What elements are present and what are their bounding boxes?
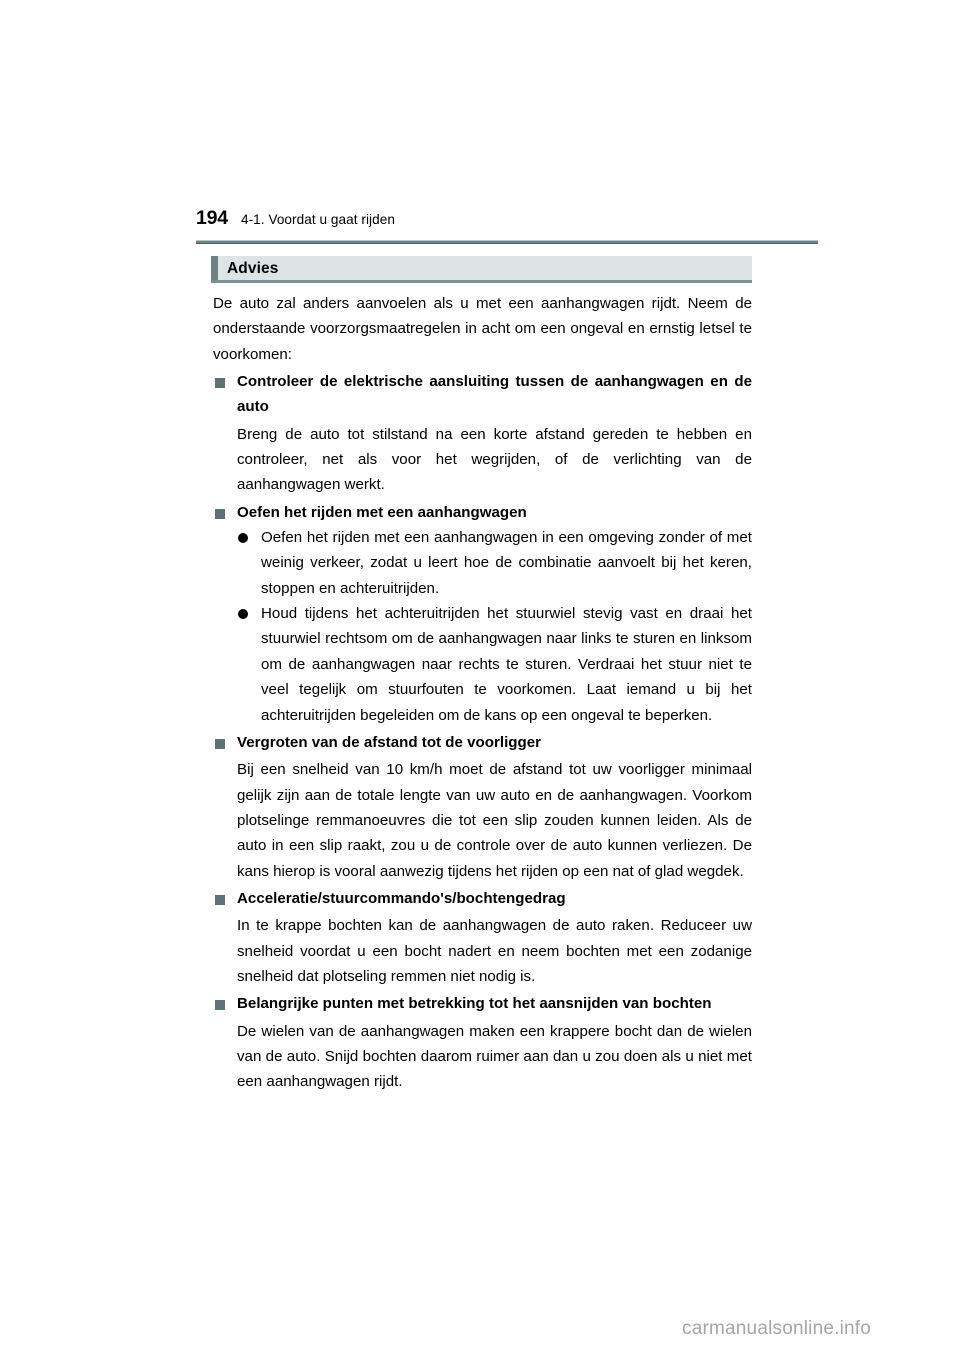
- advies-item-heading: [213, 369, 752, 420]
- advies-callout-header: [211, 256, 752, 283]
- advies-item-body: [213, 1019, 752, 1095]
- advies-sub-bullet: [213, 525, 752, 601]
- advies-title: Advies: [227, 260, 279, 277]
- site-watermark: carmanualsonline.info: [682, 1318, 872, 1339]
- advies-item-heading: [213, 991, 752, 1016]
- square-bullet-icon: [215, 895, 225, 905]
- advies-accent-bar: [211, 256, 218, 280]
- advies-item-heading-text: Controleer de elektrische aansluiting tussen de aanhangwagen en de auto: [237, 373, 752, 416]
- advies-content: [213, 291, 752, 1095]
- chapter-breadcrumb: 4-1. Voordat u gaat rijden: [241, 212, 395, 227]
- page-number: 194: [196, 207, 228, 229]
- advies-item-body-text: Breng de auto tot stilstand na een korte afstand gereden te hebben en controleer, net als voor het wegrijden, of de verlichting van de aanhangwagen werkt.: [237, 425, 752, 494]
- advies-sub-bullet: [213, 601, 752, 728]
- advies-intro-paragraph: De auto zal anders aanvoelen als u met een aanhangwagen rijdt. Neem de onderstaande voorzorgsmaatregelen in acht om een ongeval en ernstig letsel te voorkomen:: [213, 295, 752, 363]
- advies-sub-bullet-text: Oefen het rijden met een aanhangwagen in een omgeving zonder of met weinig verkeer, zodat u leert hoe de combinatie aanvoelt bij het keren, stoppen en achteruitrijden.: [261, 529, 752, 597]
- square-bullet-icon: [215, 509, 225, 519]
- advies-item-heading-text: Oefen het rijden met een aanhangwagen: [237, 503, 527, 521]
- advies-item-body-text: In te krappe bochten kan de aanhangwagen de auto raken. Reduceer uw snelheid voordat u een bocht nadert en neem bochten met een zodanige snelheid dat plotseling remmen niet nodig is.: [237, 917, 752, 985]
- advies-item-body-text: Bij een snelheid van 10 km/h moet de afstand tot uw voorligger minimaal gelijk zijn aan de totale lengte van uw auto en de aanhangwagen. Voorkom plotselinge remmanoeuvres die tot een slip zouden kunnen leiden. Als de auto in een slip raakt, zou u de controle over de auto kunnen verliezen. De kans hierop is vooral aanwezig tijdens het rijden op een nat of glad wegdek.: [237, 761, 752, 880]
- advies-item-heading-text: Vergroten van de afstand tot de voorligger: [237, 733, 542, 751]
- advies-item-heading-text: Acceleratie/stuurcommando's/bochtengedrag: [237, 889, 566, 907]
- advies-item-heading: [213, 886, 752, 911]
- square-bullet-icon: [215, 1000, 225, 1010]
- square-bullet-icon: [215, 739, 225, 749]
- round-bullet-icon: [238, 533, 248, 543]
- advies-item-heading: [213, 730, 752, 755]
- advies-item-heading: [213, 500, 752, 525]
- round-bullet-icon: [238, 609, 248, 619]
- advies-item-body: [213, 422, 752, 498]
- header-divider-rule: [196, 240, 818, 244]
- advies-item-heading-text: Belangrijke punten met betrekking tot het aansnijden van bochten: [237, 995, 712, 1013]
- advies-item-body-text: De wielen van de aanhangwagen maken een krappere bocht dan de wielen van de auto. Snijd bochten daarom ruimer aan dan u zou doen als u niet met een aanhangwagen rijdt.: [237, 1022, 752, 1091]
- advies-sub-bullet-text: Houd tijdens het achteruitrijden het stuurwiel stevig vast en draai het stuurwiel rechtsom om de aanhangwagen naar links te sturen en linksom om de aanhangwagen naar rechts te sturen. Verdraai het stuur niet te veel tegelijk om stuurfouten te voorkomen. Laat iemand u bij het achteruitrijden begeleiden om de kans op een ongeval te beperken.: [261, 605, 752, 724]
- advies-item-body: [213, 757, 752, 884]
- advies-item-body: [213, 913, 752, 989]
- page-running-head: [196, 206, 818, 240]
- square-bullet-icon: [215, 378, 225, 388]
